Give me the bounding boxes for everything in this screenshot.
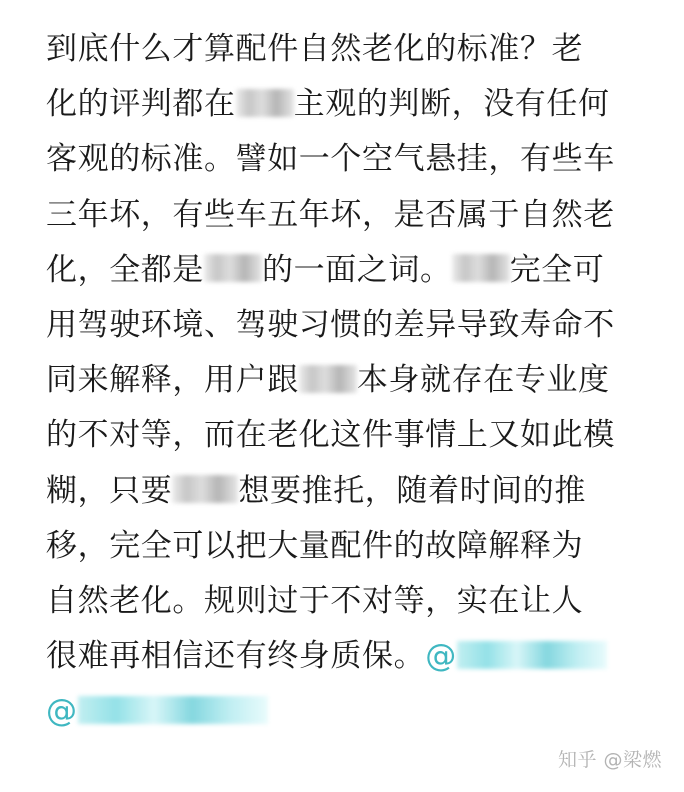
post-body: [46, 22, 656, 739]
text-line: [46, 684, 656, 739]
text-segment: 的不对等，而在老化这件事情上又如此模: [46, 417, 615, 454]
redacted-blur: [452, 254, 510, 282]
redacted-blur: [172, 475, 238, 503]
mention-link[interactable]: [425, 638, 607, 674]
text-segment: 移，完全可以把大量配件的故障解释为: [46, 527, 584, 564]
text-segment: 主观的判断，没有任何: [293, 86, 610, 123]
mention-link[interactable]: [46, 693, 268, 729]
mention-at-sign: @: [46, 693, 78, 730]
text-segment: 三年坏，有些车五年坏，是否属于自然老: [46, 196, 615, 233]
text-line: [46, 22, 656, 77]
text-line: [46, 464, 656, 519]
text-segment: 客观的标准。譬如一个空气悬挂，有些车: [46, 141, 615, 178]
text-segment: 化的评判都在: [46, 86, 236, 123]
text-line: [46, 188, 656, 243]
text-line: [46, 353, 656, 408]
text-segment: 用驾驶环境、驾驶习惯的差异导致寿命不: [46, 306, 615, 343]
mention-at-sign: @: [425, 638, 457, 675]
text-segment: 自然老化。规则过于不对等，实在让人: [46, 582, 584, 619]
text-line: [46, 77, 656, 132]
redacted-mention-blur: [457, 641, 607, 669]
redacted-mention-blur: [78, 696, 268, 724]
text-line: [46, 629, 656, 684]
text-segment: 本身就存在专业度: [356, 362, 610, 399]
redacted-blur: [299, 365, 357, 393]
text-line: [46, 298, 656, 353]
text-segment: 的一面之词。: [262, 251, 452, 288]
text-segment: 同来解释，用户跟: [46, 362, 299, 399]
zhihu-watermark: 知乎 @梁燃: [557, 749, 662, 771]
text-segment: 想要推托，随着时间的推: [238, 472, 587, 509]
text-line: [46, 132, 656, 187]
text-segment: 完全可: [509, 251, 605, 288]
text-line: [46, 519, 656, 574]
redacted-blur: [204, 254, 262, 282]
text-segment: 糊，只要: [46, 472, 173, 509]
text-segment: 化，全都是: [46, 251, 204, 288]
redacted-blur: [236, 89, 294, 117]
text-line: [46, 574, 656, 629]
text-segment: 到底什么才算配件自然老化的标准？老: [46, 31, 584, 67]
text-line: [46, 243, 656, 298]
text-segment: 很难再相信还有终身质保。: [46, 638, 426, 675]
text-line: [46, 408, 656, 463]
